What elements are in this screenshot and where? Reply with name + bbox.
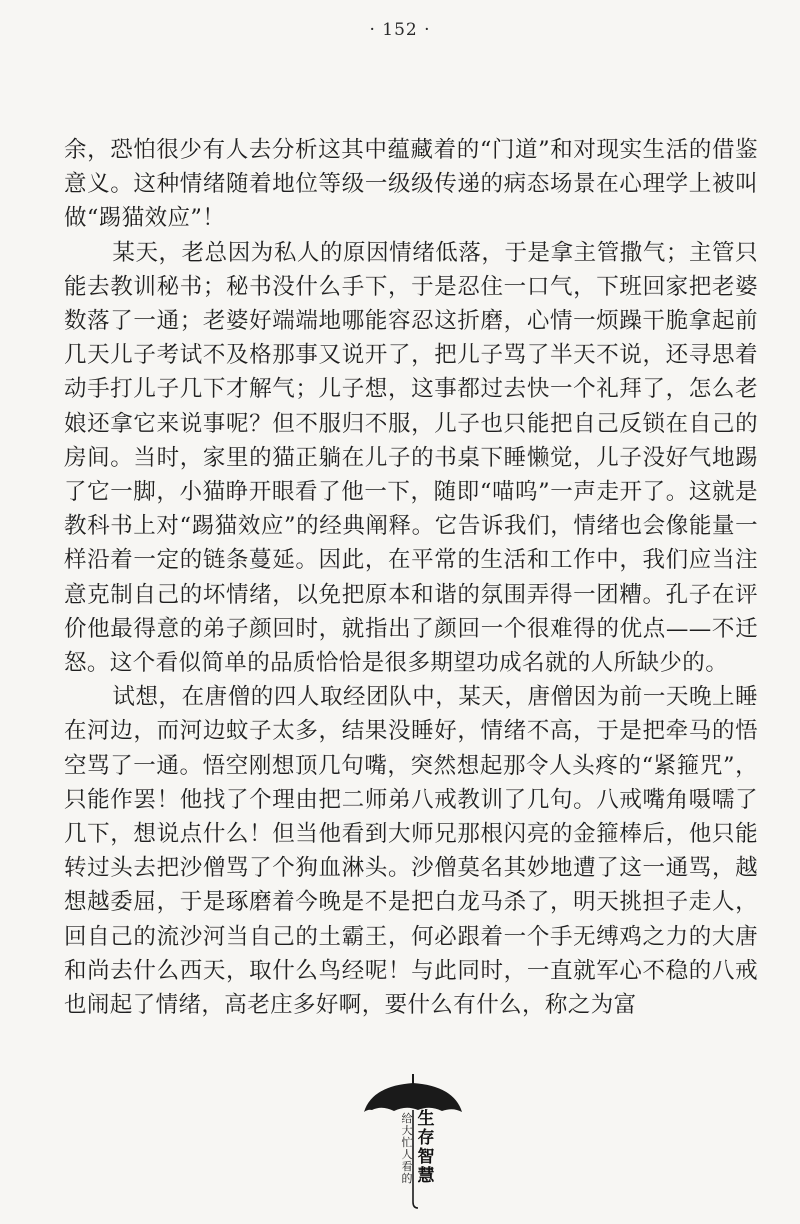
paragraph-tang-monk-team: 试想，在唐僧的四人取经团队中，某天，唐僧因为前一天晚上睡在河边，而河边蚊子太多，结果没睡好，情绪不高，于是把牵马的悟空骂了一通。悟空刚想顶几句嘴，突然想起那令人头疼的“紧箍咒”，只能作罢！他找了个理由把二师弟八戒教训了几句。八戒嘴角嗫嚅了几下，想说点什么！但当他看到大师兄那根闪亮的金箍棒后，他只能转过头去把沙僧骂了个狗血淋头。沙僧莫名其妙地遭了这一通骂，越想越委屈，于是琢磨着今晚是不是把白龙马杀了，明天挑担子走人，回自己的流沙河当自己的土霸王，何必跟着一个手无缚鸡之力的大唐和尚去什么西天，取什么鸟经呢！与此同时，一直就军心不稳的八戒也闹起了情绪，高老庄多好啊，要什么有什么，称之为富 (64, 684, 758, 1019)
paragraph-kick-cat-story: 某天，老总因为私人的原因情绪低落，于是拿主管撒气；主管只能去教训秘书；秘书没什么手下，于是忍住一口气，下班回家把老婆数落了一通；老婆好端端地哪能容忍这折磨，心情一烦躁干脆拿起前几天儿子考试不及格那事又说开了，把儿子骂了半天不说，还寻思着动手打儿子几下才解气；儿子想，这事都过去快一个礼拜了，怎么老娘还拿它来说事呢？但不服归不服，儿子也只能把自己反锁在自己的房间。当时，家里的猫正躺在儿子的书桌下睡懒觉，儿子没好气地踢了它一脚，小猫睁开眼看了他一下，随即“喵呜”一声走开了。这就是教科书上对“踢猫效应”的经典阐释。它告诉我们，情绪也会像能量一样沿着一定的链条蔓延。因此，在平常的生活和工作中，我们应当注意克制自己的坏情绪，以免把原本和谐的氛围弄得一团糟。孔子在评价他最得意的弟子颜回时，就指出了颜回一个很难得的优点——不迁怒。这个看似简单的品质恰恰是很多期望功成名就的人所缺少的。 (64, 239, 758, 677)
body-text (64, 133, 758, 1022)
paragraph-continuation: 余，恐怕很少有人去分析这其中蕴藏着的“门道”和对现实生活的借鉴意义。这种情绪随着地位等级一级级传递的病态场景在心理学上被叫做“踢猫效应”！ (64, 137, 758, 232)
series-logo (358, 1070, 468, 1210)
series-subtitle: 给大忙人看的 (401, 1112, 413, 1185)
series-title: 生存智慧 (417, 1109, 435, 1186)
page-number: · 152 · (369, 20, 431, 40)
